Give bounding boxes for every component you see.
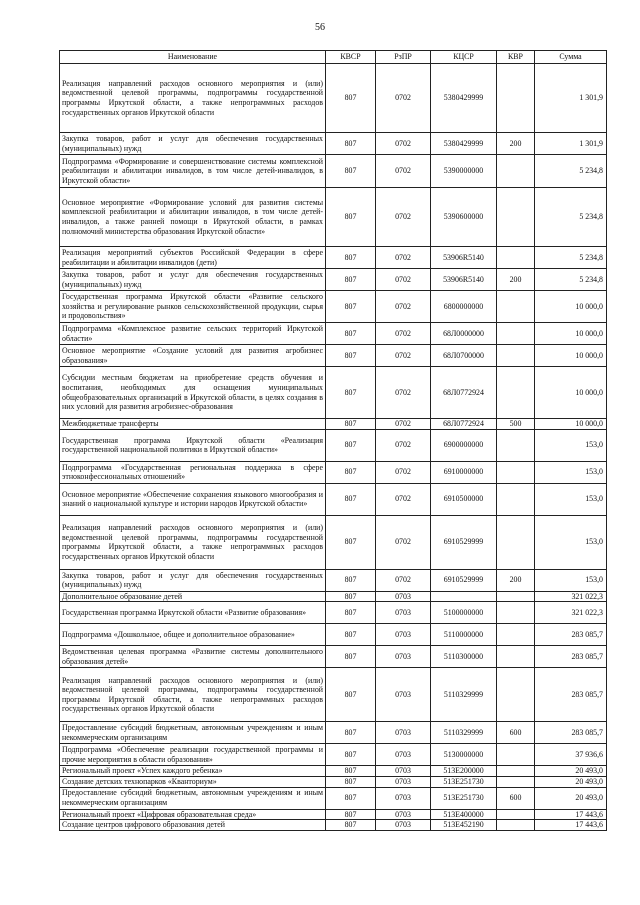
cell-kcsr: 5390000000 <box>431 155 497 188</box>
table-row <box>60 155 607 188</box>
cell-sum: 153,0 <box>535 429 607 461</box>
table-row <box>60 419 607 430</box>
cell-kvsr: 807 <box>326 188 376 247</box>
cell-kvsr: 807 <box>326 483 376 515</box>
cell-kvr <box>497 602 535 624</box>
cell-sum: 20 493,0 <box>535 776 607 787</box>
cell-kcsr: 513E251730 <box>431 776 497 787</box>
cell-kvr <box>497 515 535 569</box>
cell-name: Подпрограмма «Государственная региональная поддержка в сфере этноконфессиональных отношений» <box>60 461 326 483</box>
cell-name: Региональный проект «Цифровая образовательная среда» <box>60 809 326 820</box>
cell-name: Закупка товаров, работ и услуг для обеспечения государственных (муниципальных) нужд <box>60 269 326 291</box>
cell-kcsr: 6910529999 <box>431 515 497 569</box>
cell-sum: 321 022,3 <box>535 591 607 602</box>
cell-kcsr: 513E251730 <box>431 787 497 809</box>
header-kcsr: КЦСР <box>431 51 497 64</box>
cell-sum: 321 022,3 <box>535 602 607 624</box>
table-row <box>60 624 607 646</box>
cell-sum: 5 234,8 <box>535 269 607 291</box>
cell-kcsr: 53906R5140 <box>431 269 497 291</box>
cell-kvsr: 807 <box>326 429 376 461</box>
cell-sum: 153,0 <box>535 515 607 569</box>
cell-kvsr: 807 <box>326 269 376 291</box>
cell-rzpr: 0702 <box>376 64 431 133</box>
cell-sum: 10 000,0 <box>535 367 607 419</box>
cell-kvr <box>497 64 535 133</box>
cell-name: Субсидии местным бюджетам на приобретение средств обучения и воспитания, необходимых для оснащения муниципальных общеобразовательных организаций в Иркутской области, в целях создания в них условий для развития агробизнес-образования <box>60 367 326 419</box>
cell-rzpr: 0703 <box>376 744 431 766</box>
cell-name: Государственная программа Иркутской области «Реализация государственной национальной политики в Иркутской области» <box>60 429 326 461</box>
cell-kvr <box>497 646 535 668</box>
cell-sum: 283 085,7 <box>535 722 607 744</box>
table-row <box>60 809 607 820</box>
cell-kcsr: 513E400000 <box>431 809 497 820</box>
cell-sum: 5 234,8 <box>535 155 607 188</box>
cell-kvr <box>497 345 535 367</box>
cell-sum: 5 234,8 <box>535 188 607 247</box>
cell-kcsr: 5380429999 <box>431 64 497 133</box>
cell-rzpr: 0703 <box>376 787 431 809</box>
table-row <box>60 646 607 668</box>
cell-rzpr: 0702 <box>376 345 431 367</box>
cell-sum: 17 443,6 <box>535 820 607 831</box>
cell-rzpr: 0702 <box>376 247 431 269</box>
cell-rzpr: 0702 <box>376 323 431 345</box>
cell-rzpr: 0703 <box>376 646 431 668</box>
cell-kvr <box>497 461 535 483</box>
cell-kcsr: 5110300000 <box>431 646 497 668</box>
cell-kcsr: 68Л0000000 <box>431 323 497 345</box>
cell-rzpr: 0702 <box>376 461 431 483</box>
cell-kvr: 600 <box>497 722 535 744</box>
cell-kvr <box>497 624 535 646</box>
cell-rzpr: 0703 <box>376 722 431 744</box>
cell-sum: 5 234,8 <box>535 247 607 269</box>
cell-sum: 10 000,0 <box>535 345 607 367</box>
cell-kvsr: 807 <box>326 155 376 188</box>
cell-kvr: 200 <box>497 269 535 291</box>
cell-kvsr: 807 <box>326 133 376 155</box>
cell-name: Создание центров цифрового образования детей <box>60 820 326 831</box>
table-header-row <box>60 51 607 64</box>
cell-rzpr: 0703 <box>376 624 431 646</box>
cell-name: Подпрограмма «Формирование и совершенствование системы комплексной реабилитации и абилитации инвалидов, в том числе детей-инвалидов, в Иркутской области» <box>60 155 326 188</box>
cell-kvr <box>497 188 535 247</box>
cell-sum: 153,0 <box>535 569 607 591</box>
cell-kvsr: 807 <box>326 624 376 646</box>
table-row <box>60 483 607 515</box>
cell-rzpr: 0703 <box>376 820 431 831</box>
cell-name: Основное мероприятие «Обеспечение сохранения языкового многообразия и знаний о национальной культуре и истории народов Иркутской области» <box>60 483 326 515</box>
cell-name: Подпрограмма «Дошкольное, общее и дополнительное образование» <box>60 624 326 646</box>
cell-kvsr: 807 <box>326 787 376 809</box>
cell-rzpr: 0702 <box>376 269 431 291</box>
cell-kvsr: 807 <box>326 64 376 133</box>
header-sum: Сумма <box>535 51 607 64</box>
cell-sum: 37 936,6 <box>535 744 607 766</box>
cell-name: Региональный проект «Успех каждого ребенка» <box>60 766 326 777</box>
cell-kcsr: 68Л0700000 <box>431 345 497 367</box>
budget-table <box>59 50 607 831</box>
cell-kvsr: 807 <box>326 820 376 831</box>
cell-kvsr: 807 <box>326 569 376 591</box>
cell-kvr: 500 <box>497 419 535 430</box>
cell-kvsr: 807 <box>326 291 376 323</box>
cell-kvsr: 807 <box>326 591 376 602</box>
cell-kcsr: 6910500000 <box>431 483 497 515</box>
cell-rzpr: 0702 <box>376 429 431 461</box>
cell-kcsr: 5380429999 <box>431 133 497 155</box>
cell-rzpr: 0703 <box>376 809 431 820</box>
cell-rzpr: 0702 <box>376 133 431 155</box>
table-row <box>60 515 607 569</box>
cell-rzpr: 0703 <box>376 776 431 787</box>
cell-kvsr: 807 <box>326 345 376 367</box>
cell-name: Подпрограмма «Обеспечение реализации государственной программы и прочие мероприятия в области образования» <box>60 744 326 766</box>
cell-kvr <box>497 820 535 831</box>
cell-sum: 20 493,0 <box>535 766 607 777</box>
table-row <box>60 291 607 323</box>
table-row <box>60 776 607 787</box>
cell-name: Предоставление субсидий бюджетным, автономным учреждениям и иным некоммерческим организациям <box>60 787 326 809</box>
cell-kvsr: 807 <box>326 766 376 777</box>
page-number: 56 <box>315 22 325 33</box>
table-row <box>60 429 607 461</box>
header-kvsr: КВСР <box>326 51 376 64</box>
cell-name: Межбюджетные трансферты <box>60 419 326 430</box>
cell-rzpr: 0702 <box>376 419 431 430</box>
cell-rzpr: 0703 <box>376 602 431 624</box>
cell-kvsr: 807 <box>326 646 376 668</box>
cell-name: Дополнительное образование детей <box>60 591 326 602</box>
cell-sum: 283 085,7 <box>535 624 607 646</box>
cell-name: Закупка товаров, работ и услуг для обеспечения государственных (муниципальных) нужд <box>60 569 326 591</box>
cell-kvr <box>497 291 535 323</box>
cell-rzpr: 0703 <box>376 591 431 602</box>
cell-sum: 20 493,0 <box>535 787 607 809</box>
cell-kcsr: 6910000000 <box>431 461 497 483</box>
cell-kcsr: 53906R5140 <box>431 247 497 269</box>
table-row <box>60 668 607 722</box>
cell-name: Ведомственная целевая программа «Развитие системы дополнительного образования детей» <box>60 646 326 668</box>
cell-name: Основное мероприятие «Создание условий для развития агробизнес образования» <box>60 345 326 367</box>
cell-kcsr: 6900000000 <box>431 429 497 461</box>
cell-kvr <box>497 483 535 515</box>
table-row <box>60 188 607 247</box>
cell-rzpr: 0702 <box>376 483 431 515</box>
cell-sum: 283 085,7 <box>535 668 607 722</box>
cell-kvsr: 807 <box>326 668 376 722</box>
cell-kvr <box>497 809 535 820</box>
cell-kvsr: 807 <box>326 602 376 624</box>
cell-kcsr: 513E200000 <box>431 766 497 777</box>
table-row <box>60 820 607 831</box>
cell-sum: 17 443,6 <box>535 809 607 820</box>
cell-name: Предоставление субсидий бюджетным, автономным учреждениям и иным некоммерческим организациям <box>60 722 326 744</box>
table-row <box>60 345 607 367</box>
cell-kvr: 200 <box>497 569 535 591</box>
header-name: Наименование <box>60 51 326 64</box>
cell-name: Создание детских технопарков «Кванториум» <box>60 776 326 787</box>
cell-rzpr: 0702 <box>376 515 431 569</box>
cell-rzpr: 0703 <box>376 668 431 722</box>
table-row <box>60 787 607 809</box>
cell-kcsr: 6800000000 <box>431 291 497 323</box>
table-row <box>60 461 607 483</box>
cell-kvr <box>497 367 535 419</box>
cell-kvsr: 807 <box>326 367 376 419</box>
cell-kcsr: 513E452190 <box>431 820 497 831</box>
cell-kcsr: 5130000000 <box>431 744 497 766</box>
header-rzpr: РзПР <box>376 51 431 64</box>
cell-sum: 153,0 <box>535 461 607 483</box>
cell-kvr <box>497 766 535 777</box>
cell-rzpr: 0702 <box>376 155 431 188</box>
table-row <box>60 133 607 155</box>
table-row <box>60 247 607 269</box>
cell-name: Государственная программа Иркутской области «Развитие образования» <box>60 602 326 624</box>
cell-name: Основное мероприятие «Формирование условий для развития системы комплексной реабилитации и абилитации инвалидов, в том числе детей-инвалидов, а также ранней помощи в Иркутской области, в рамках полномочий министерства образования Иркутской области» <box>60 188 326 247</box>
table-row <box>60 722 607 744</box>
cell-kvsr: 807 <box>326 323 376 345</box>
table-row <box>60 591 607 602</box>
cell-kvr <box>497 155 535 188</box>
cell-rzpr: 0702 <box>376 569 431 591</box>
cell-kvr <box>497 429 535 461</box>
cell-kcsr: 5110329999 <box>431 668 497 722</box>
table-row <box>60 367 607 419</box>
cell-rzpr: 0702 <box>376 367 431 419</box>
cell-name: Закупка товаров, работ и услуг для обеспечения государственных (муниципальных) нужд <box>60 133 326 155</box>
cell-name: Реализация направлений расходов основного мероприятия и (или) ведомственной целевой программы, подпрограммы государственной программы Иркутской области, а также непрограммных расходов государственных органов Иркутской области <box>60 668 326 722</box>
cell-kcsr: 68Л0772924 <box>431 419 497 430</box>
table-row <box>60 744 607 766</box>
cell-kcsr: 6910529999 <box>431 569 497 591</box>
cell-name: Государственная программа Иркутской области «Развитие сельского хозяйства и регулирование рынков сельскохозяйственной продукции, сырья и продовольствия» <box>60 291 326 323</box>
cell-kvr <box>497 744 535 766</box>
cell-kcsr: 5100000000 <box>431 602 497 624</box>
cell-rzpr: 0702 <box>376 188 431 247</box>
cell-kvr <box>497 247 535 269</box>
cell-kvr <box>497 591 535 602</box>
cell-kvr <box>497 668 535 722</box>
cell-kvsr: 807 <box>326 461 376 483</box>
cell-kvr: 200 <box>497 133 535 155</box>
cell-kvr <box>497 776 535 787</box>
cell-kvsr: 807 <box>326 744 376 766</box>
cell-kcsr: 5110000000 <box>431 624 497 646</box>
header-kvr: КВР <box>497 51 535 64</box>
cell-kvsr: 807 <box>326 722 376 744</box>
cell-name: Реализация направлений расходов основного мероприятия и (или) ведомственной целевой программы, подпрограммы государственной программы Иркутской области, а также непрограммных расходов государственных органов Иркутской области <box>60 64 326 133</box>
table-row <box>60 64 607 133</box>
cell-kvr <box>497 323 535 345</box>
cell-kvsr: 807 <box>326 515 376 569</box>
cell-name: Подпрограмма «Комплексное развитие сельских территорий Иркутской области» <box>60 323 326 345</box>
cell-sum: 283 085,7 <box>535 646 607 668</box>
cell-sum: 1 301,9 <box>535 133 607 155</box>
cell-kvr: 600 <box>497 787 535 809</box>
cell-sum: 1 301,9 <box>535 64 607 133</box>
cell-name: Реализация мероприятий субъектов Российской Федерации в сфере реабилитации и абилитации инвалидов (дети) <box>60 247 326 269</box>
cell-kcsr <box>431 591 497 602</box>
cell-name: Реализация направлений расходов основного мероприятия и (или) ведомственной целевой программы, подпрограммы государственной программы Иркутской области, а также непрограммных расходов государственных органов Иркутской области <box>60 515 326 569</box>
table-row <box>60 569 607 591</box>
cell-kcsr: 5110329999 <box>431 722 497 744</box>
table-row <box>60 323 607 345</box>
table-row <box>60 269 607 291</box>
cell-kcsr: 5390600000 <box>431 188 497 247</box>
cell-sum: 10 000,0 <box>535 419 607 430</box>
cell-kvsr: 807 <box>326 247 376 269</box>
cell-kvsr: 807 <box>326 809 376 820</box>
cell-rzpr: 0703 <box>376 766 431 777</box>
table-row <box>60 602 607 624</box>
cell-sum: 10 000,0 <box>535 291 607 323</box>
table-row <box>60 766 607 777</box>
cell-sum: 153,0 <box>535 483 607 515</box>
table-body <box>60 64 607 831</box>
cell-sum: 10 000,0 <box>535 323 607 345</box>
cell-kcsr: 68Л0772924 <box>431 367 497 419</box>
cell-kvsr: 807 <box>326 776 376 787</box>
cell-rzpr: 0702 <box>376 291 431 323</box>
cell-kvsr: 807 <box>326 419 376 430</box>
